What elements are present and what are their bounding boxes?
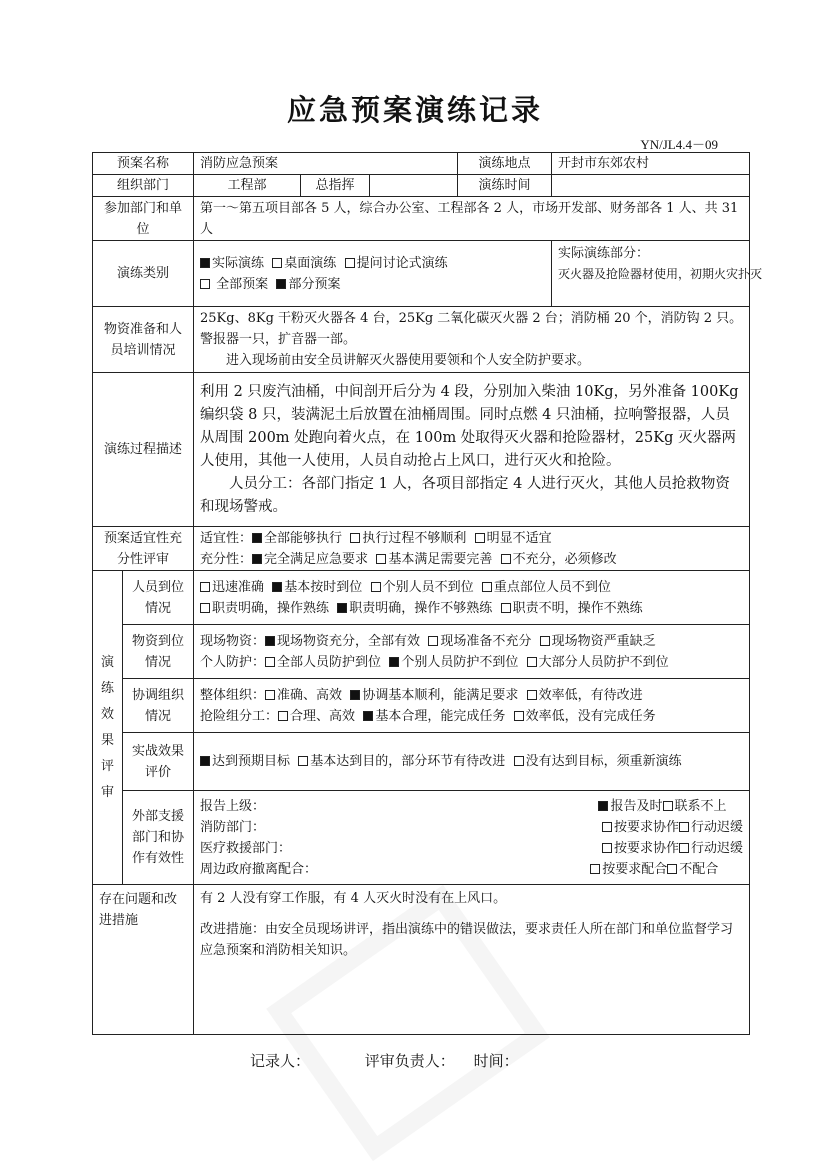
supply-opt2-checkbox[interactable] — [428, 636, 438, 646]
dept-label: 参加部门和单位 — [93, 197, 194, 241]
rescue-line: 抢险组分工： 合理、高效 基本合理，能完成任务 效率低，没有完成任务 — [200, 708, 656, 724]
result-opt3-checkbox[interactable] — [514, 756, 524, 766]
rescue-opt2-checkbox[interactable] — [363, 711, 373, 721]
people-line-2: 职责明确，操作熟练 职责明确，操作不够熟练 职责不明，操作不熟练 — [200, 598, 743, 619]
effect-review-label: 演练效果评审 — [93, 571, 123, 885]
plan-name-label: 预案名称 — [93, 153, 194, 175]
people-opt2-checkbox[interactable] — [272, 582, 282, 592]
result-opt1-checkbox[interactable] — [200, 756, 210, 766]
supply-opt1-checkbox[interactable] — [265, 636, 275, 646]
type-desktop-checkbox[interactable] — [272, 258, 282, 268]
result-opt2-checkbox[interactable] — [298, 756, 308, 766]
protect-opt2-checkbox[interactable] — [389, 657, 399, 667]
type-all-plan-checkbox[interactable] — [200, 279, 210, 289]
actual-part-value: 灭火器及抢险器材使用，初期火灾扑灭 — [558, 267, 763, 281]
org-label: 组织部门 — [93, 175, 194, 197]
ext-fire-opt1-checkbox[interactable] — [602, 822, 612, 832]
process-text-2: 人员分工：各部门指定 1 人，各项目部指定 4 人进行灭火，其他人员抢救物资和现场警戒。 — [200, 475, 730, 515]
ext-report-opt1-checkbox[interactable] — [598, 801, 608, 811]
ext-gov-opt2-checkbox[interactable] — [667, 864, 677, 874]
issues-text: 有 2 人没有穿工作服，有 4 人灭火时没有在上风口。 — [200, 891, 507, 906]
org-value: 工程部 — [194, 175, 301, 197]
commander-value — [370, 175, 458, 197]
result-label: 实战效果评价 — [123, 733, 194, 791]
supply-line: 现场物资： 现场物资充分，全部有效 现场准备不充分 现场物资严重缺乏 — [200, 633, 656, 649]
supply-label: 物资到位情况 — [123, 625, 194, 679]
recorder-label: 记录人： — [250, 1052, 311, 1070]
coord-opt3-checkbox[interactable] — [527, 690, 537, 700]
ext-med-opt1-checkbox[interactable] — [602, 843, 612, 853]
document-code: YN/JL4.4－09 — [640, 137, 718, 152]
dept-value: 第一～第五项目部各 5 人，综合办公室、工程部各 2 人，市场开发部、财务部各 1 人、共 31 人 — [194, 197, 750, 241]
suitability-line: 适宜性： 全部能够执行 执行过程不够顺利 明显不适宜 — [200, 530, 552, 546]
ext-med-opt2-checkbox[interactable] — [679, 843, 689, 853]
review-label: 预案适宜性充分性评审 — [93, 527, 194, 571]
people-opt5-checkbox[interactable] — [200, 603, 210, 613]
ext-report-opt2-checkbox[interactable] — [663, 801, 673, 811]
adeq-opt2-checkbox[interactable] — [376, 554, 386, 564]
process-text-1: 利用 2 只废汽油桶，中间剖开后分为 4 段，分别加入柴油 10Kg，另外准备 100Kg 编织袋 8 只，装满泥土后放置在油桶周围。同时点燃 4 只油桶，拉响警报器，人员从周围 200m 处跑向着火点，在 100m 处取得灭火器和抢险器材，25Kg 灭火器两人使用，其他一人使用，人员自动抢占上风口，进行灭火和抢险。 — [200, 383, 739, 469]
actual-part-cell — [552, 241, 763, 307]
people-label: 人员到位情况 — [123, 571, 194, 625]
supply-opt3-checkbox[interactable] — [540, 636, 550, 646]
adeq-opt3-checkbox[interactable] — [501, 554, 511, 564]
location-value: 开封市东郊农村 — [552, 153, 750, 175]
commander-label: 总指挥 — [301, 175, 370, 197]
ext-med-line: 医疗救援部门： 按要求协作 行动迟缓 — [200, 840, 744, 856]
people-opt6-checkbox[interactable] — [337, 603, 347, 613]
type-options: 实际演练 桌面演练 提问讨论式演练 全部预案 部分预案 — [194, 241, 552, 307]
rescue-opt1-checkbox[interactable] — [278, 711, 288, 721]
ext-report-line: 报告上级： 报告及时 联系不上 — [200, 798, 727, 814]
adeq-opt1-checkbox[interactable] — [252, 554, 262, 564]
coord-label: 协调组织情况 — [123, 679, 194, 733]
suit-opt2-checkbox[interactable] — [350, 533, 360, 543]
ext-fire-line: 消防部门： 按要求协作 行动迟缓 — [200, 819, 744, 835]
protect-line: 个人防护： 全部人员防护到位 个别人员防护不到位 大部分人员防护不到位 — [200, 654, 669, 670]
type-label: 演练类别 — [93, 241, 194, 307]
protect-opt3-checkbox[interactable] — [527, 657, 537, 667]
suit-opt1-checkbox[interactable] — [252, 533, 262, 543]
plan-name-value: 消防应急预案 — [194, 153, 458, 175]
ext-gov-opt1-checkbox[interactable] — [590, 864, 600, 874]
coord-line: 整体组织： 准确、高效 协调基本顺利，能满足要求 效率低，有待改进 — [200, 687, 643, 703]
prep-text-2: 进入现场前由安全员讲解灭火器使用要领和个人安全防护要求。 — [226, 353, 591, 368]
people-opt4-checkbox[interactable] — [482, 582, 492, 592]
ext-label: 外部支援部门和协作有效性 — [123, 791, 194, 885]
result-options: 达到预期目标 基本达到目的，部分环节有待改进 没有达到目标，须重新演练 — [194, 733, 750, 791]
people-opt3-checkbox[interactable] — [371, 582, 381, 592]
page-title: 应急预案演练记录 — [286, 93, 543, 127]
adequacy-line: 充分性： 完全满足应急要求 基本满足需要完善 不充分，必须修改 — [200, 551, 617, 567]
rescue-opt3-checkbox[interactable] — [514, 711, 524, 721]
reviewer-label: 评审负责人： — [364, 1052, 455, 1070]
people-opt1-checkbox[interactable] — [200, 582, 210, 592]
type-partial-plan-checkbox[interactable] — [276, 279, 286, 289]
date-label: 时间： — [473, 1052, 519, 1070]
process-label: 演练过程描述 — [93, 373, 194, 527]
improvement-text: 改进措施：由安全员现场讲评，指出演练中的错误做法，要求责任人所在部门和单位监督学习应急预案和消防相关知识。 — [200, 922, 734, 958]
time-label: 演练时间 — [458, 175, 552, 197]
prep-text-1: 25Kg、8Kg 干粉灭火器各 4 台，25Kg 二氧化碳灭火器 2 台；消防桶 20 个，消防钩 2 只。警报器一只，扩音器一部。 — [200, 311, 743, 347]
people-opt7-checkbox[interactable] — [501, 603, 511, 613]
prep-label: 物资准备和人员培训情况 — [93, 307, 194, 373]
drill-record-table — [92, 152, 763, 1035]
issues-label: 存在问题和改进措施 — [93, 885, 194, 1035]
time-value — [552, 175, 750, 197]
ext-gov-line: 周边政府撤离配合： 按要求配合 不配合 — [200, 861, 719, 877]
signature-footer — [250, 1050, 569, 1071]
type-actual-checkbox[interactable] — [200, 258, 210, 268]
location-label: 演练地点 — [458, 153, 552, 175]
actual-part-label: 实际演练部分： — [558, 246, 650, 261]
coord-opt2-checkbox[interactable] — [350, 690, 360, 700]
type-discussion-checkbox[interactable] — [345, 258, 355, 268]
ext-fire-opt2-checkbox[interactable] — [679, 822, 689, 832]
people-line-1: 迅速准确 基本按时到位 个别人员不到位 重点部位人员不到位 — [200, 577, 743, 598]
suit-opt3-checkbox[interactable] — [475, 533, 485, 543]
coord-opt1-checkbox[interactable] — [265, 690, 275, 700]
protect-opt1-checkbox[interactable] — [265, 657, 275, 667]
